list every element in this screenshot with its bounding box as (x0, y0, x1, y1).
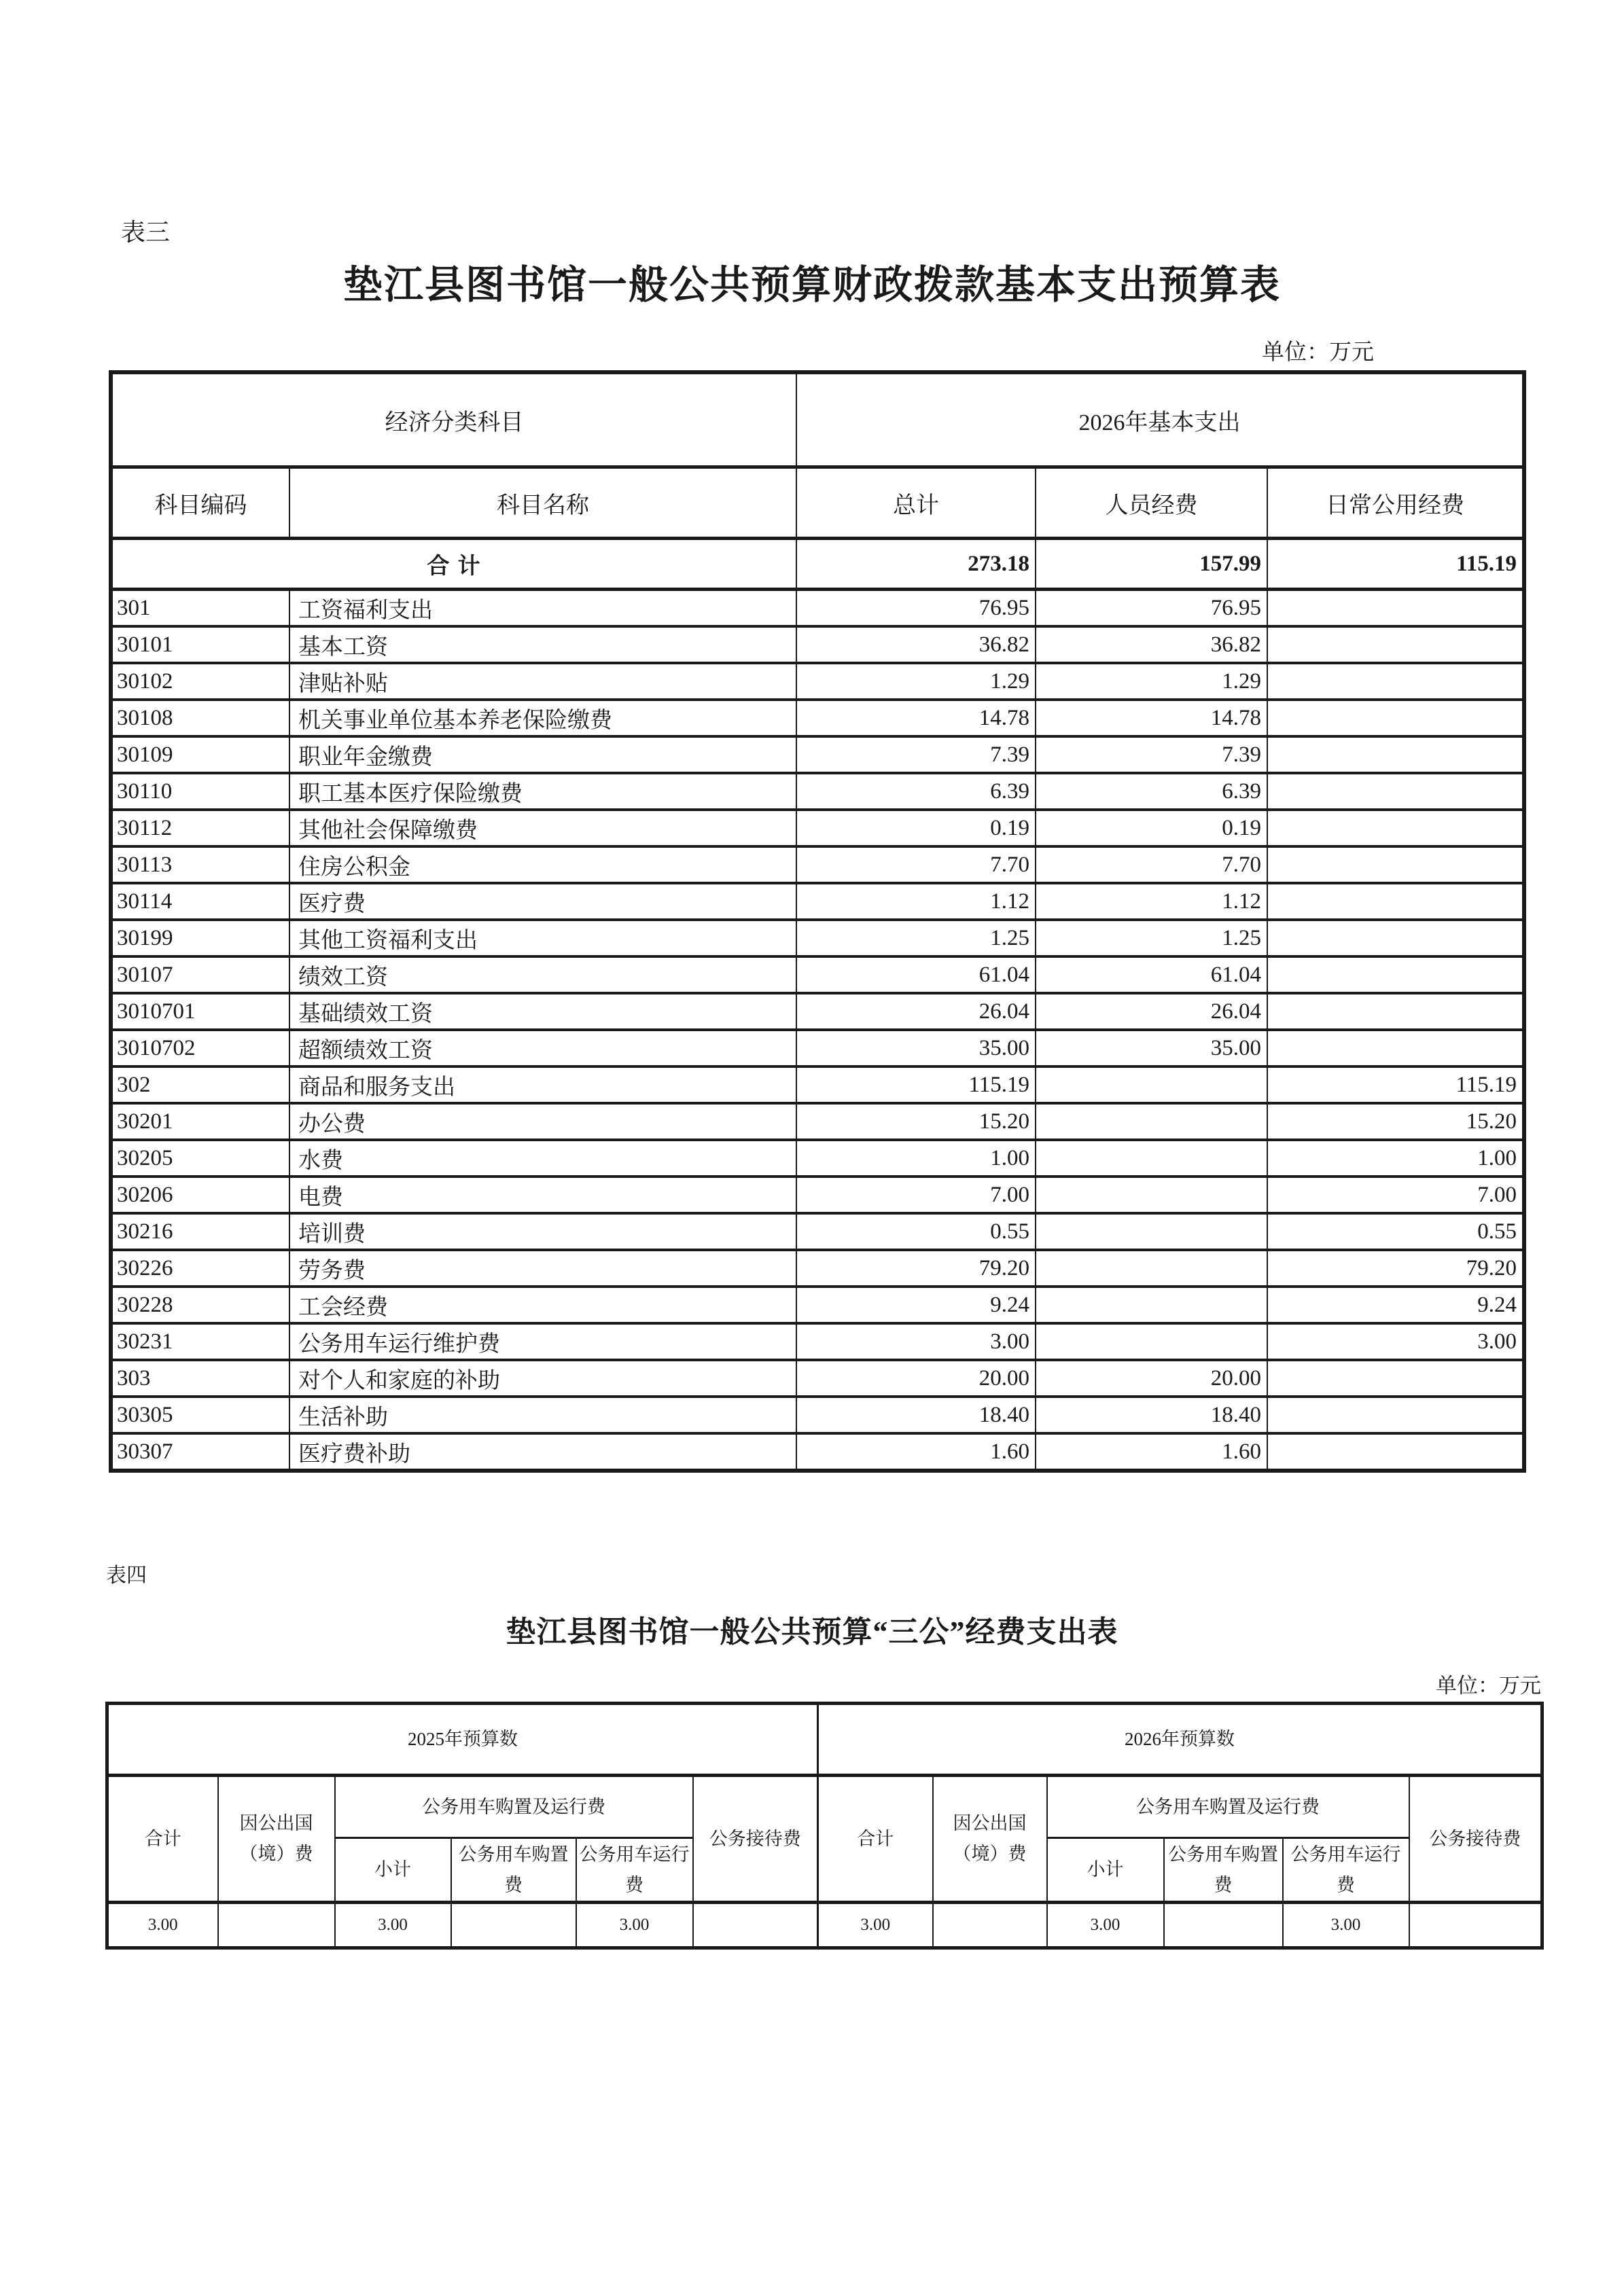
table-row (111, 663, 1524, 700)
daily-cell (1267, 773, 1524, 810)
table-row (111, 846, 1524, 883)
total-cell: 1.29 (796, 663, 1036, 700)
three-public-expenses-table (105, 1702, 1544, 1950)
daily-cell: 0.55 (1267, 1213, 1524, 1250)
total-cell: 61.04 (796, 956, 1036, 993)
name-cell: 培训费 (289, 1213, 796, 1250)
name-cell: 商品和服务支出 (289, 1066, 796, 1103)
table-row (111, 773, 1524, 810)
daily-cell (1267, 626, 1524, 663)
personnel-cell: 20.00 (1036, 1360, 1267, 1397)
total-2025-header: 合计 (107, 1776, 218, 1903)
name-cell: 办公费 (289, 1103, 796, 1140)
grand-total-total: 273.18 (796, 539, 1036, 590)
name-cell: 其他社会保障缴费 (289, 810, 796, 846)
name-cell: 住房公积金 (289, 846, 796, 883)
code-cell: 30226 (111, 1250, 289, 1287)
name-cell: 绩效工资 (289, 956, 796, 993)
table-row (111, 1287, 1524, 1323)
personnel-cell: 6.39 (1036, 773, 1267, 810)
total-cell: 1.25 (796, 920, 1036, 956)
daily-cell (1267, 1030, 1524, 1066)
total-cell: 3.00 (796, 1323, 1036, 1360)
total-cell: 14.78 (796, 700, 1036, 736)
name-cell: 医疗费补助 (289, 1433, 796, 1471)
name-header: 科目名称 (289, 467, 796, 539)
table-row (111, 736, 1524, 773)
code-cell: 30114 (111, 883, 289, 920)
economic-class-header: 经济分类科目 (111, 372, 796, 467)
code-cell: 30109 (111, 736, 289, 773)
reception-2025-header: 公务接待费 (693, 1776, 818, 1903)
table-row (111, 1397, 1524, 1433)
total-cell: 7.00 (796, 1177, 1036, 1213)
table-row (111, 1140, 1524, 1177)
table-row (111, 1103, 1524, 1140)
total-cell: 9.24 (796, 1287, 1036, 1323)
code-cell: 30112 (111, 810, 289, 846)
personnel-cell: 18.40 (1036, 1397, 1267, 1433)
personnel-cell: 76.95 (1036, 590, 1267, 627)
value-cell (451, 1903, 576, 1948)
table-row (111, 1030, 1524, 1066)
grand-total-personnel: 157.99 (1036, 539, 1267, 590)
total-cell: 7.70 (796, 846, 1036, 883)
table-row (111, 1323, 1524, 1360)
daily-cell: 7.00 (1267, 1177, 1524, 1213)
name-cell: 对个人和家庭的补助 (289, 1360, 796, 1397)
code-cell: 303 (111, 1360, 289, 1397)
grand-total-daily: 115.19 (1267, 539, 1524, 590)
name-cell: 津贴补贴 (289, 663, 796, 700)
daily-cell: 115.19 (1267, 1066, 1524, 1103)
name-cell: 医疗费 (289, 883, 796, 920)
daily-cell (1267, 883, 1524, 920)
year-2026-header: 2026年预算数 (818, 1704, 1542, 1776)
personnel-cell: 26.04 (1036, 993, 1267, 1030)
purchase-2025-header: 公务用车购置费 (451, 1838, 576, 1903)
daily-cell (1267, 1397, 1524, 1433)
table-row (111, 700, 1524, 736)
personnel-cell (1036, 1140, 1267, 1177)
personnel-header: 人员经费 (1036, 467, 1267, 539)
total-cell: 1.60 (796, 1433, 1036, 1471)
subtotal-2025-header: 小计 (335, 1838, 451, 1903)
code-cell: 30228 (111, 1287, 289, 1323)
daily-header: 日常公用经费 (1267, 467, 1524, 539)
code-cell: 30201 (111, 1103, 289, 1140)
total-cell: 76.95 (796, 590, 1036, 627)
code-cell: 30216 (111, 1213, 289, 1250)
personnel-cell: 61.04 (1036, 956, 1267, 993)
table1-unit-note: 单位：万元 (1262, 340, 1374, 365)
table-row (111, 1213, 1524, 1250)
table1-title: 垫江县图书馆一般公共预算财政拨款基本支出预算表 (342, 263, 1281, 307)
subheader-row-1 (107, 1776, 1542, 1838)
value-cell: 3.00 (107, 1903, 218, 1948)
personnel-cell (1036, 1177, 1267, 1213)
personnel-cell: 7.70 (1036, 846, 1267, 883)
value-cell (218, 1903, 335, 1948)
table-row (111, 883, 1524, 920)
personnel-cell: 7.39 (1036, 736, 1267, 773)
header-row-1 (111, 372, 1524, 467)
abroad-2026-header: 因公出国（境）费 (933, 1776, 1047, 1903)
personnel-cell (1036, 1250, 1267, 1287)
personnel-cell: 0.19 (1036, 810, 1267, 846)
value-cell (1409, 1903, 1542, 1948)
vehicle-2025-header: 公务用车购置及运行费 (335, 1776, 693, 1838)
year-header-row (107, 1704, 1542, 1776)
daily-cell (1267, 590, 1524, 627)
personnel-cell: 14.78 (1036, 700, 1267, 736)
name-cell: 劳务费 (289, 1250, 796, 1287)
total-cell: 6.39 (796, 773, 1036, 810)
total-cell: 0.55 (796, 1213, 1036, 1250)
total-header: 总计 (796, 467, 1036, 539)
year-2025-header: 2025年预算数 (107, 1704, 818, 1776)
daily-cell (1267, 956, 1524, 993)
name-cell: 公务用车运行维护费 (289, 1323, 796, 1360)
basic-expenditure-table (109, 370, 1526, 1473)
name-cell: 基本工资 (289, 626, 796, 663)
name-cell: 其他工资福利支出 (289, 920, 796, 956)
total-2026-header: 合计 (818, 1776, 933, 1903)
name-cell: 机关事业单位基本养老保险缴费 (289, 700, 796, 736)
name-cell: 工会经费 (289, 1287, 796, 1323)
total-cell: 35.00 (796, 1030, 1036, 1066)
purchase-2026-header: 公务用车购置费 (1164, 1838, 1283, 1903)
grand-total-row (111, 539, 1524, 590)
name-cell: 电费 (289, 1177, 796, 1213)
table2-unit-note: 单位：万元 (1436, 1674, 1541, 1698)
personnel-cell (1036, 1066, 1267, 1103)
name-cell: 基础绩效工资 (289, 993, 796, 1030)
total-cell: 20.00 (796, 1360, 1036, 1397)
daily-cell: 9.24 (1267, 1287, 1524, 1323)
code-cell: 30305 (111, 1397, 289, 1433)
daily-cell (1267, 1360, 1524, 1397)
daily-cell (1267, 1433, 1524, 1471)
operation-2026-header: 公务用车运行费 (1283, 1838, 1409, 1903)
code-cell: 302 (111, 1066, 289, 1103)
code-cell: 30231 (111, 1323, 289, 1360)
name-cell: 职业年金缴费 (289, 736, 796, 773)
personnel-cell (1036, 1323, 1267, 1360)
value-cell (693, 1903, 818, 1948)
code-cell: 30110 (111, 773, 289, 810)
value-cell: 3.00 (576, 1903, 693, 1948)
code-cell: 30113 (111, 846, 289, 883)
total-cell: 1.00 (796, 1140, 1036, 1177)
code-cell: 3010701 (111, 993, 289, 1030)
table-row (111, 590, 1524, 627)
total-cell: 1.12 (796, 883, 1036, 920)
code-cell: 30101 (111, 626, 289, 663)
table2-title: 垫江县图书馆一般公共预算“三公”经费支出表 (506, 1615, 1118, 1649)
value-cell (933, 1903, 1047, 1948)
daily-cell (1267, 736, 1524, 773)
value-cell: 3.00 (1047, 1903, 1164, 1948)
code-cell: 301 (111, 590, 289, 627)
personnel-cell: 36.82 (1036, 626, 1267, 663)
personnel-cell (1036, 1287, 1267, 1323)
values-row (107, 1903, 1542, 1948)
daily-cell (1267, 993, 1524, 1030)
vehicle-2026-header: 公务用车购置及运行费 (1047, 1776, 1409, 1838)
total-cell: 79.20 (796, 1250, 1036, 1287)
value-cell (1164, 1903, 1283, 1948)
personnel-cell: 1.12 (1036, 883, 1267, 920)
table3-label: 表三 (121, 219, 171, 246)
value-cell: 3.00 (818, 1903, 933, 1948)
total-cell: 0.19 (796, 810, 1036, 846)
abroad-2025-header: 因公出国（境）费 (218, 1776, 335, 1903)
name-cell: 生活补助 (289, 1397, 796, 1433)
total-cell: 7.39 (796, 736, 1036, 773)
daily-cell: 1.00 (1267, 1140, 1524, 1177)
code-cell: 30205 (111, 1140, 289, 1177)
personnel-cell: 35.00 (1036, 1030, 1267, 1066)
daily-cell (1267, 846, 1524, 883)
table4-label: 表四 (106, 1564, 147, 1587)
daily-cell: 3.00 (1267, 1323, 1524, 1360)
personnel-cell (1036, 1213, 1267, 1250)
code-cell: 30102 (111, 663, 289, 700)
personnel-cell (1036, 1103, 1267, 1140)
data-rows (111, 590, 1524, 1471)
daily-cell: 15.20 (1267, 1103, 1524, 1140)
total-cell: 36.82 (796, 626, 1036, 663)
table-row (111, 920, 1524, 956)
operation-2025-header: 公务用车运行费 (576, 1838, 693, 1903)
code-cell: 30307 (111, 1433, 289, 1471)
daily-cell (1267, 663, 1524, 700)
table-row (111, 1066, 1524, 1103)
table-row (111, 626, 1524, 663)
total-cell: 115.19 (796, 1066, 1036, 1103)
header-row-2 (111, 467, 1524, 539)
value-cell: 3.00 (335, 1903, 451, 1948)
daily-cell (1267, 810, 1524, 846)
reception-2026-header: 公务接待费 (1409, 1776, 1542, 1903)
table-row (111, 993, 1524, 1030)
table-row (111, 1360, 1524, 1397)
table-row (111, 1433, 1524, 1471)
total-cell: 18.40 (796, 1397, 1036, 1433)
code-header: 科目编码 (111, 467, 289, 539)
daily-cell: 79.20 (1267, 1250, 1524, 1287)
code-cell: 3010702 (111, 1030, 289, 1066)
name-cell: 超额绩效工资 (289, 1030, 796, 1066)
grand-total-label: 合 计 (111, 539, 796, 590)
table-row (111, 956, 1524, 993)
table-row (111, 1177, 1524, 1213)
name-cell: 职工基本医疗保险缴费 (289, 773, 796, 810)
value-cell: 3.00 (1283, 1903, 1409, 1948)
code-cell: 30108 (111, 700, 289, 736)
table-row (111, 1250, 1524, 1287)
total-cell: 15.20 (796, 1103, 1036, 1140)
table-row (111, 810, 1524, 846)
subtotal-2026-header: 小计 (1047, 1838, 1164, 1903)
personnel-cell: 1.25 (1036, 920, 1267, 956)
code-cell: 30206 (111, 1177, 289, 1213)
name-cell: 水费 (289, 1140, 796, 1177)
code-cell: 30199 (111, 920, 289, 956)
code-cell: 30107 (111, 956, 289, 993)
total-cell: 26.04 (796, 993, 1036, 1030)
name-cell: 工资福利支出 (289, 590, 796, 627)
personnel-cell: 1.29 (1036, 663, 1267, 700)
daily-cell (1267, 920, 1524, 956)
year-basic-header: 2026年基本支出 (796, 372, 1524, 467)
personnel-cell: 1.60 (1036, 1433, 1267, 1471)
daily-cell (1267, 700, 1524, 736)
